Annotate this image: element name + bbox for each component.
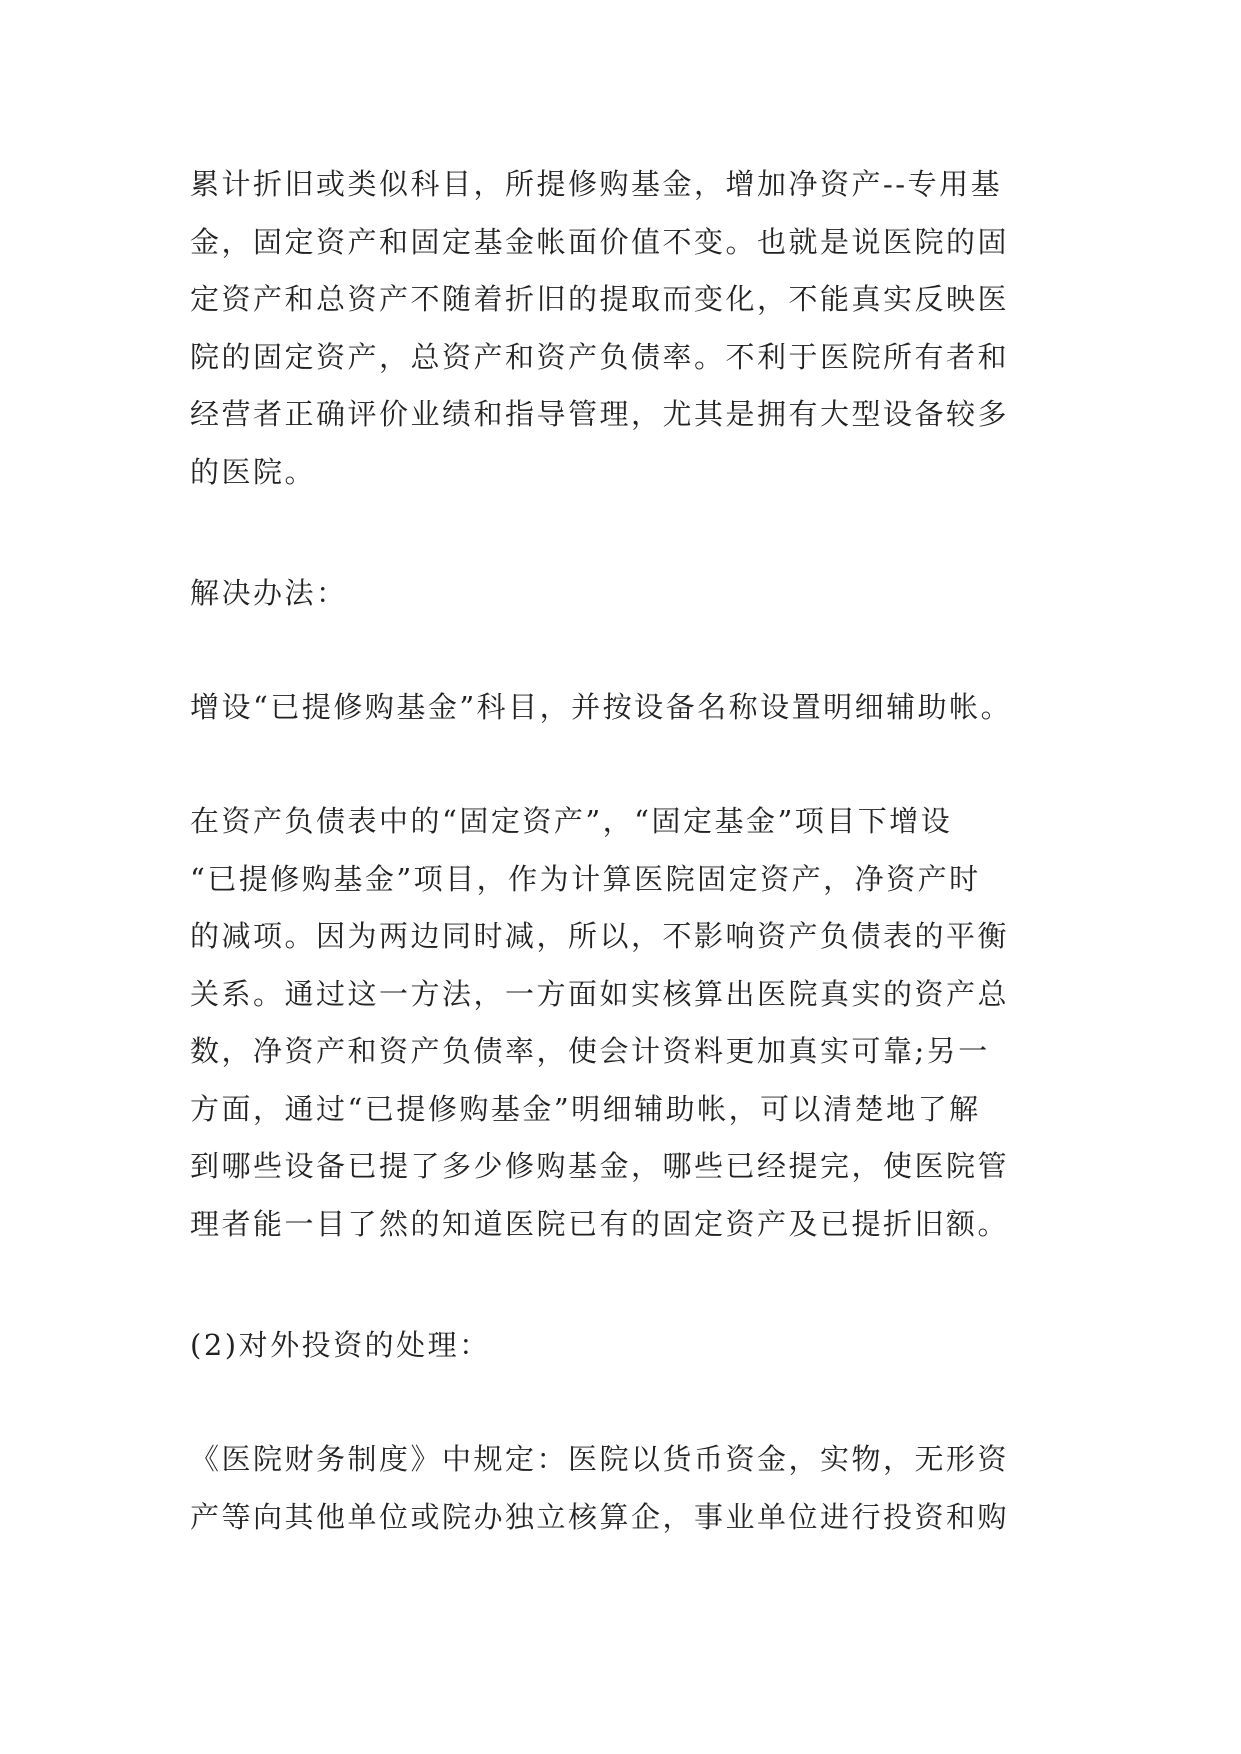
text-line: 方面，通过“已提修购基金”明细辅助帐，可以清楚地了解 xyxy=(190,1091,981,1126)
text-line: 《医院财务制度》中规定：医院以货币资金，实物，无形资 xyxy=(190,1442,1010,1476)
paragraph-add-account xyxy=(190,679,1070,737)
text-line: 关系。通过这一方法，一方面如实核算出医院真实的资产总 xyxy=(190,976,1010,1011)
paragraph-investment-heading xyxy=(190,1317,1070,1375)
text-line: 院的固定资产，总资产和资产负债率。不利于医院所有者和 xyxy=(190,339,1010,374)
text-line: 定资产和总资产不随着折旧的提取而变化，不能真实反映医 xyxy=(190,282,1010,316)
text-line: 的减项。因为两边同时减，所以，不影响资产负债表的平衡 xyxy=(190,919,1010,953)
text-line: “已提修购基金”项目，作为计算医院固定资产，净资产时 xyxy=(190,861,981,896)
text-line: 在资产负债表中的“固定资产”，“固定基金”项目下增设 xyxy=(190,804,953,838)
paragraph-depreciation-issue xyxy=(190,156,1070,501)
text-line: 理者能一目了然的知道医院已有的固定资产及已提折旧额。 xyxy=(190,1206,1010,1241)
text-line: 金，固定资产和固定基金帐面价值不变。也就是说医院的固 xyxy=(190,224,1010,259)
text-line: 的医院。 xyxy=(190,454,317,489)
text-line: (2)对外投资的处理： xyxy=(190,1328,491,1362)
text-line: 增设“已提修购基金”科目，并按设备名称设置明细辅助帐。 xyxy=(190,690,1013,724)
text-line: 到哪些设备已提了多少修购基金，哪些已经提完，使医院管 xyxy=(190,1149,1010,1183)
text-line: 经营者正确评价业绩和指导管理，尤其是拥有大型设备较多 xyxy=(190,397,1010,431)
text-line: 产等向其他单位或院办独立核算企，事业单位进行投资和购 xyxy=(190,1499,1010,1534)
paragraph-solution-heading xyxy=(190,565,1070,623)
paragraph-financial-regulation xyxy=(190,1431,1070,1546)
paragraph-balance-sheet xyxy=(190,793,1070,1253)
text-line: 数，净资产和资产负债率，使会计资料更加真实可靠;另一 xyxy=(190,1034,990,1068)
text-line: 解决办法： xyxy=(190,576,348,610)
text-line: 累计折旧或类似科目，所提修购基金，增加净资产--专用基 xyxy=(190,167,1003,201)
